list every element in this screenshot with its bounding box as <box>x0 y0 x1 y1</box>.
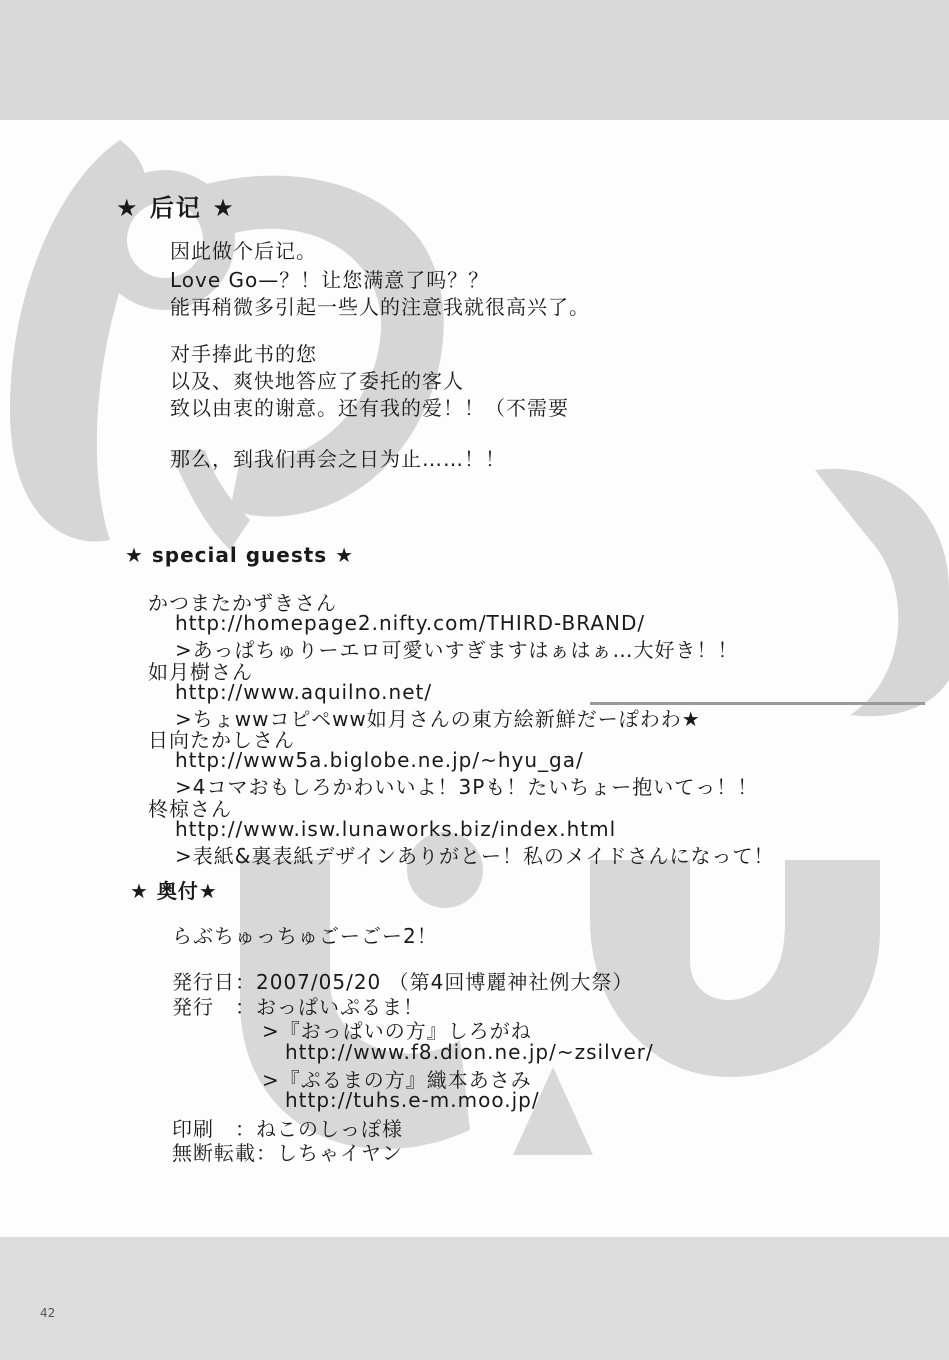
afterword-line: 因此做个后记。 <box>170 239 317 263</box>
colophon-reprint: 無断転載：しちゃイヤン <box>172 1141 403 1165</box>
colophon-title: ★ 奥付★ <box>130 879 218 903</box>
afterword-line: 对手捧此书的您 <box>170 342 317 366</box>
guest-name: 柊椋さん <box>148 797 232 821</box>
afterword-line: 能再稍微多引起一些人的注意我就很高兴了。 <box>170 295 590 319</box>
guest-url[interactable]: http://www.isw.lunaworks.biz/index.html <box>175 817 617 841</box>
guest-comment: >4コマおもしろかわいいよ！3Pも！たいちょー抱いてっ！！ <box>175 775 759 799</box>
page-number: 42 <box>40 1306 56 1320</box>
guest-url[interactable]: http://www.aquilno.net/ <box>175 680 433 704</box>
colophon-member-name: >『おっぱいの方』しろがね <box>262 1019 532 1043</box>
colophon-member-name: >『ぷるまの方』織本あさみ <box>262 1068 532 1092</box>
colophon-book-title: らぶちゅっちゅごーごー2！ <box>172 924 438 948</box>
afterword-line: Love Go—？！让您满意了吗？？ <box>170 268 490 292</box>
guest-url[interactable]: http://www5a.biglobe.ne.jp/~hyu_ga/ <box>175 748 584 772</box>
afterword-line: 那么，到我们再会之日为止……！！ <box>170 447 506 471</box>
colophon-member-url[interactable]: http://www.f8.dion.ne.jp/~zsilver/ <box>285 1040 654 1064</box>
guest-name: かつまたかずきさん <box>148 591 337 615</box>
guest-url[interactable]: http://homepage2.nifty.com/THIRD-BRAND/ <box>175 611 646 635</box>
colophon-issue: 発行日：2007/05/20 （第4回博麗神社例大祭） <box>172 970 634 994</box>
afterword-line: 以及、爽快地答应了委托的客人 <box>170 369 464 393</box>
colophon-member-url[interactable]: http://tuhs.e-m.moo.jp/ <box>285 1088 540 1112</box>
guest-name: 如月樹さん <box>148 660 253 684</box>
guest-comment: >表紙&裏表紙デザインありがとー！私のメイドさんになって！ <box>175 844 775 868</box>
guests-title: ★ special guests ★ <box>125 543 355 567</box>
top-margin-band <box>0 0 949 120</box>
guest-name: 日向たかしさん <box>148 728 295 752</box>
bottom-margin-band <box>0 1237 949 1360</box>
guest-comment: >ちょwwコピペww如月さんの東方絵新鮮だーぽわわ★ <box>175 707 701 731</box>
afterword-title: ★ 后记 ★ <box>116 194 236 222</box>
guest-comment: >あっぱちゅりーエロ可愛いすぎますはぁはぁ…大好き！！ <box>175 638 739 662</box>
page-body <box>0 120 949 1237</box>
colophon-publisher: 発行 ：おっぱいぷるま！ <box>172 995 424 1019</box>
moon-icon <box>815 469 949 716</box>
colophon-printer: 印刷 ：ねこのしっぽ様 <box>172 1117 403 1141</box>
afterword-line: 致以由衷的谢意。还有我的爱！！（不需要 <box>170 396 569 420</box>
